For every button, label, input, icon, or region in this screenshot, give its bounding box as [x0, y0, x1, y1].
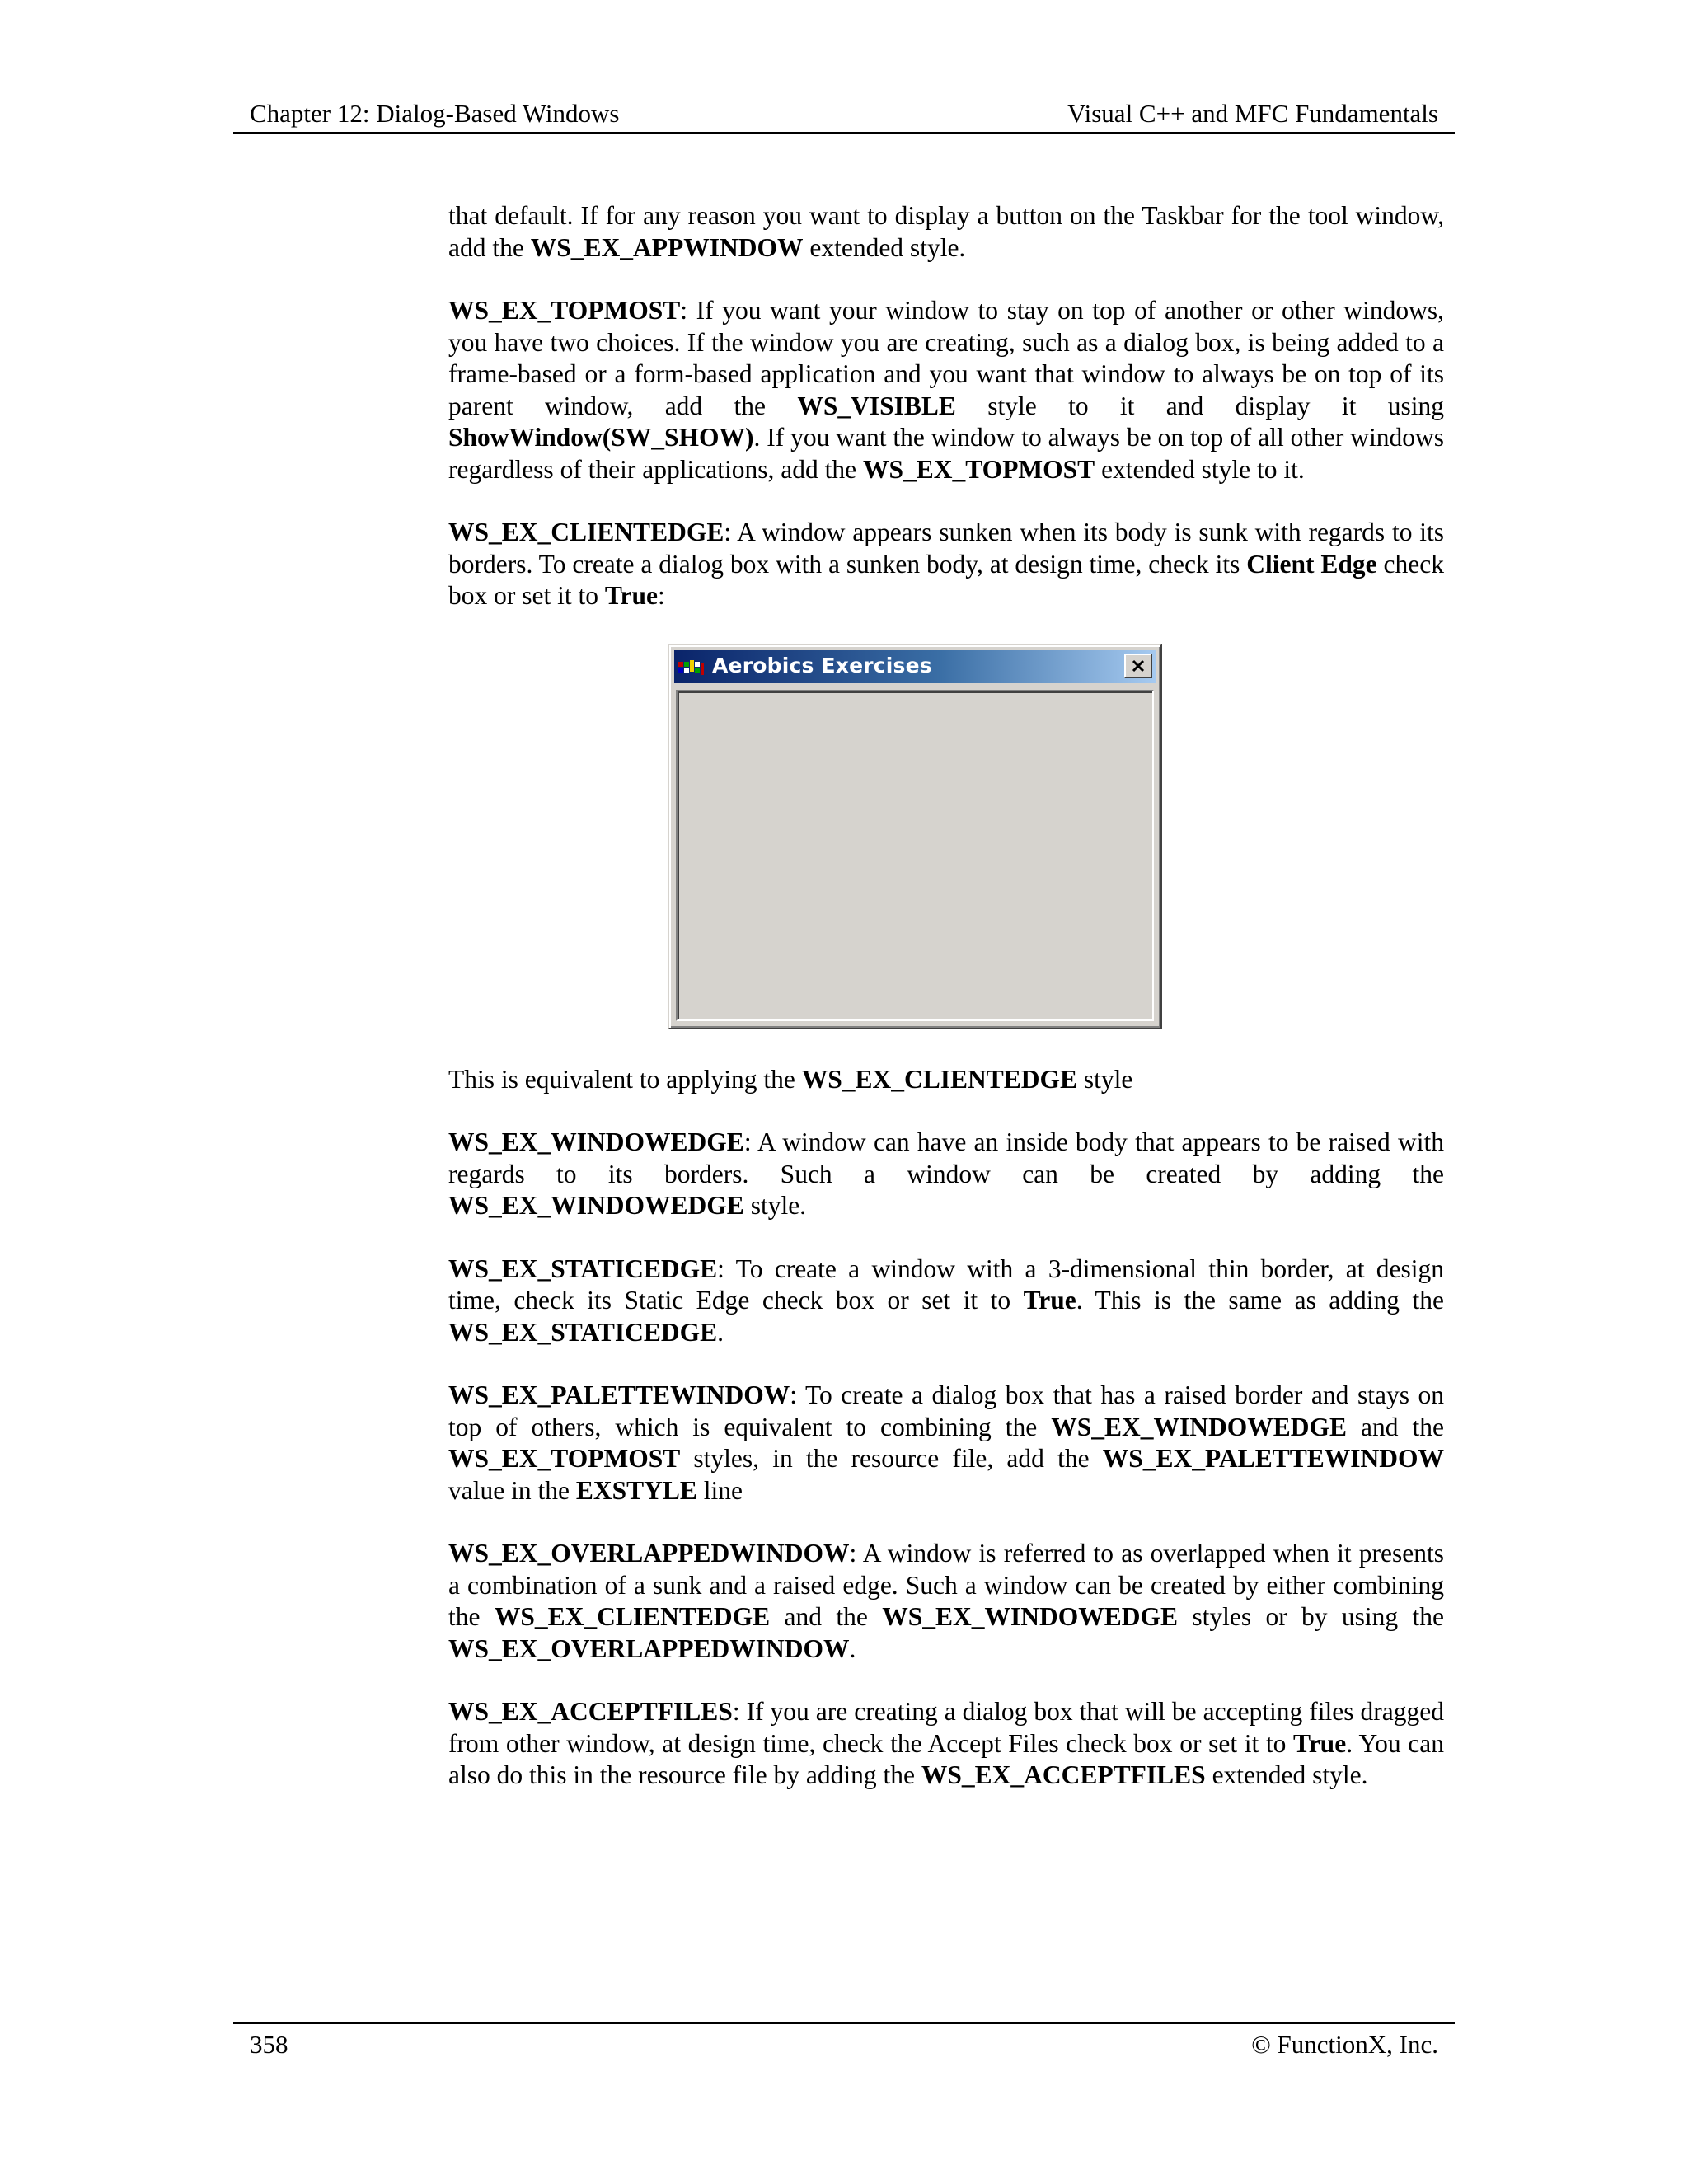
term-ws-ex-overlappedwindow: WS_EX_OVERLAPPEDWINDOW — [448, 1539, 850, 1568]
text-run: : A window appears sunken when its body is sunk with regards to its borders. To create a dialog box with a sunken body, at design time, check its — [448, 518, 1444, 579]
text-run: style. — [743, 1191, 807, 1220]
close-icon — [1131, 659, 1146, 673]
text-run: value in the — [448, 1475, 576, 1505]
text-run: style to it and display it using — [955, 391, 1444, 420]
term-ws-visible: WS_VISIBLE — [797, 391, 956, 420]
dialog-window — [668, 644, 1162, 1029]
text-run: This is equivalent to applying the — [448, 1064, 802, 1094]
term-ws-ex-windowedge: WS_EX_WINDOWEDGE — [1051, 1412, 1348, 1441]
term-showwindow: ShowWindow(SW_SHOW) — [448, 423, 754, 452]
text-run: extended style to it. — [1095, 454, 1305, 484]
paragraph-topmost — [448, 295, 1444, 485]
running-footer — [233, 2022, 1455, 2059]
text-run: that default. If for any reason you want to display a button on the Taskbar for the tool window, add the — [448, 201, 1444, 262]
term-ws-ex-staticedge: WS_EX_STATICEDGE — [448, 1254, 718, 1283]
text-run: line — [696, 1475, 743, 1505]
running-header — [233, 97, 1455, 134]
term-ws-ex-appwindow: WS_EX_APPWINDOW — [530, 232, 804, 262]
paragraph-overlappedwindow — [448, 1538, 1444, 1665]
app-icon — [678, 656, 706, 677]
term-ws-ex-staticedge: WS_EX_STATICEDGE — [448, 1317, 718, 1347]
text-run: check box or set it to — [448, 549, 1444, 610]
page-body — [448, 200, 1444, 1823]
term-ws-ex-acceptfiles: WS_EX_ACCEPTFILES — [448, 1697, 733, 1726]
term-true: True — [1293, 1728, 1347, 1758]
page-number: 358 — [250, 2030, 288, 2059]
paragraph-clientedge — [448, 517, 1444, 612]
text-run: and the — [1347, 1412, 1445, 1441]
text-run: : A window is referred to as overlapped when it presents a combination of a sunk and a raised edge. Such a window can be created by either combining the — [448, 1539, 1444, 1631]
term-true: True — [604, 581, 659, 610]
term-ws-ex-clientedge: WS_EX_CLIENTEDGE — [801, 1064, 1078, 1094]
text-run: : To create a dialog box that has a raised border and stays on top of others, which is equivalent to combining the — [448, 1380, 1444, 1441]
term-true: True — [1023, 1286, 1076, 1315]
paragraph-acceptfiles — [448, 1696, 1444, 1792]
dialog-client-area — [676, 690, 1154, 1021]
paragraph-palettewindow — [448, 1380, 1444, 1507]
dialog-titlebar[interactable] — [674, 650, 1156, 683]
term-client-edge: Client Edge — [1246, 549, 1377, 579]
paragraph-staticedge — [448, 1254, 1444, 1349]
term-ws-ex-palettewindow: WS_EX_PALETTEWINDOW — [1102, 1444, 1444, 1473]
text-run: style — [1077, 1064, 1133, 1094]
header-chapter-title: Chapter 12: Dialog-Based Windows — [250, 99, 620, 128]
term-ws-ex-palettewindow: WS_EX_PALETTEWINDOW — [448, 1380, 790, 1409]
text-run: styles, in the resource file, add the — [680, 1444, 1103, 1473]
term-ws-ex-topmost: WS_EX_TOPMOST — [448, 1444, 681, 1473]
dialog-title: Aerobics Exercises — [712, 654, 932, 678]
text-run: . You can also do this in the resource file by adding the — [448, 1728, 1444, 1789]
term-exstyle: EXSTYLE — [575, 1475, 697, 1505]
text-run: : A window can have an inside body that appears to be raised with regards to its borders. Such a window can be created by adding the — [448, 1127, 1444, 1188]
text-run: . This is the same as adding the — [1076, 1286, 1444, 1315]
term-ws-ex-topmost: WS_EX_TOPMOST — [862, 454, 1095, 484]
text-run: : If you want your window to stay on top of another or other windows, you have two choices. If the window you are creating, such as a dialog box, is being added to a frame-based or a form-based application and you want that window to always be on top of its parent window, add the — [448, 296, 1444, 420]
text-run: extended style. — [1205, 1760, 1368, 1789]
term-ws-ex-windowedge: WS_EX_WINDOWEDGE — [882, 1602, 1179, 1631]
paragraph-equivalent — [448, 1064, 1444, 1096]
footer-copyright: © FunctionX, Inc. — [1251, 2030, 1438, 2059]
text-run: . If you want the window to always be on top of all other windows regardless of their applications, add the — [448, 423, 1444, 484]
paragraph-windowedge — [448, 1127, 1444, 1222]
text-run: . — [717, 1317, 724, 1347]
close-button[interactable] — [1124, 654, 1152, 678]
text-run: extended style. — [803, 232, 966, 262]
text-run: : To create a window with a 3-dimensional thin border, at design time, check its Static Edge check box or set it to — [448, 1254, 1444, 1315]
text-run: styles or by using the — [1178, 1602, 1444, 1631]
term-ws-ex-acceptfiles: WS_EX_ACCEPTFILES — [921, 1760, 1206, 1789]
term-ws-ex-overlappedwindow: WS_EX_OVERLAPPEDWINDOW — [448, 1633, 850, 1663]
term-ws-ex-windowedge: WS_EX_WINDOWEDGE — [448, 1127, 744, 1156]
term-ws-ex-topmost: WS_EX_TOPMOST — [448, 296, 681, 325]
text-run: : — [658, 581, 665, 610]
term-ws-ex-windowedge: WS_EX_WINDOWEDGE — [448, 1191, 744, 1220]
text-run: : If you are creating a dialog box that will be accepting files dragged from other window, at design time, check the Accept Files check box or set it to — [448, 1697, 1444, 1758]
term-ws-ex-clientedge: WS_EX_CLIENTEDGE — [448, 518, 724, 546]
text-run: . — [849, 1633, 856, 1663]
term-ws-ex-clientedge: WS_EX_CLIENTEDGE — [494, 1602, 771, 1631]
paragraph-appwindow — [448, 200, 1444, 264]
header-book-title: Visual C++ and MFC Fundamentals — [1067, 99, 1438, 128]
figure-dialog-screenshot — [448, 644, 1444, 1029]
text-run: and the — [770, 1602, 883, 1631]
